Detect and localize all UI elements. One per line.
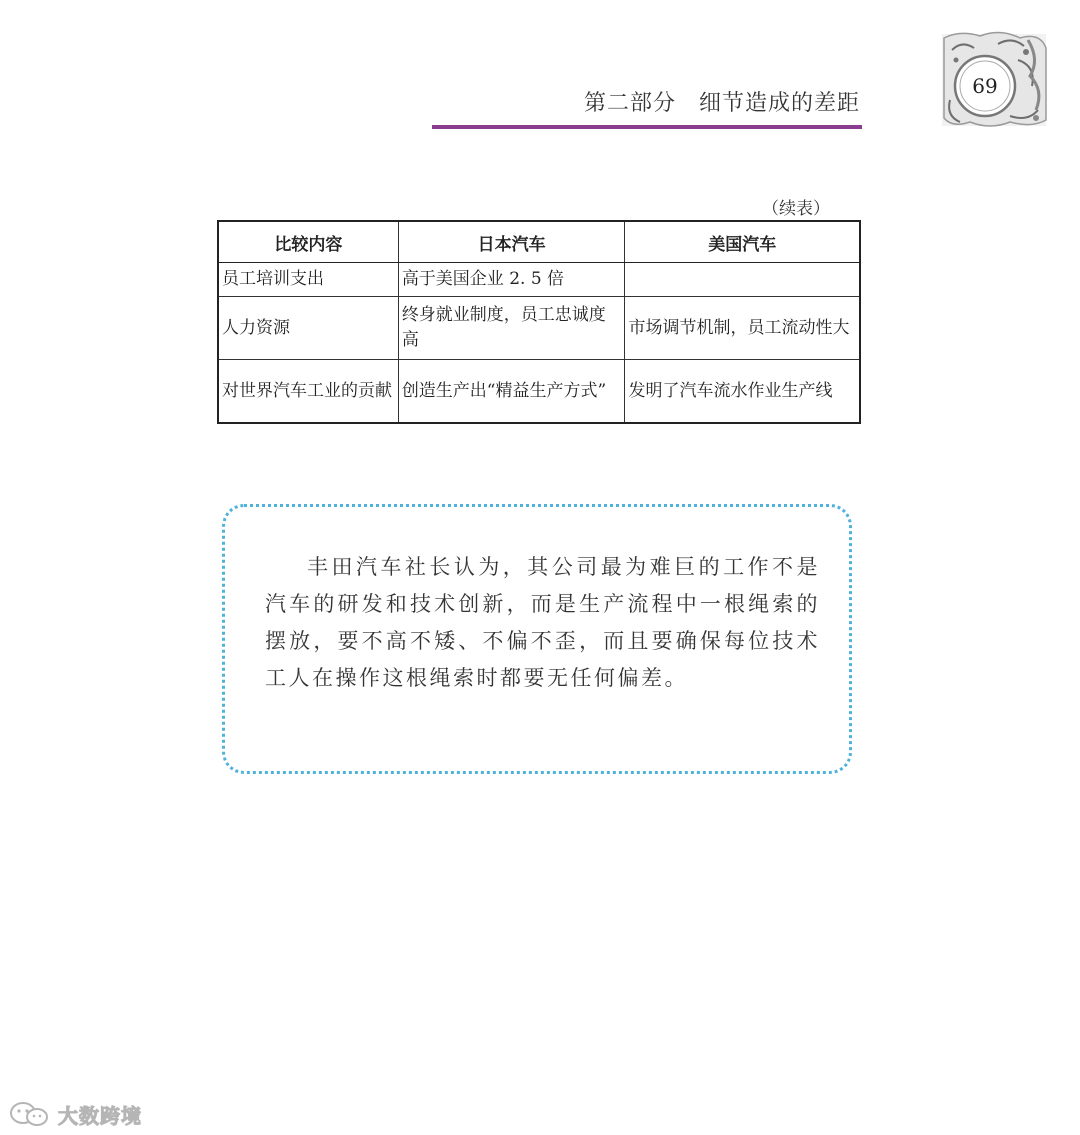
- table-cell: 人力资源: [218, 297, 398, 360]
- table-cell: 终身就业制度，员工忠诚度高: [398, 297, 625, 360]
- table-cell: 对世界汽车工业的贡献: [218, 360, 398, 424]
- note-text: 丰田汽车社长认为，其公司最为难巨的工作不是汽车的研发和技术创新，而是生产流程中一根绳索的摆放，要不高不矮、不偏不歪，而且要确保每位技术工人在操作这根绳索时都要无任何偏差。: [265, 555, 820, 690]
- column-header: 日本汽车: [398, 221, 625, 263]
- table-header-row: [218, 221, 860, 263]
- table-row: [218, 263, 860, 297]
- table-row: [218, 360, 860, 424]
- column-header: 美国汽车: [625, 221, 860, 263]
- note-box: [222, 504, 852, 774]
- table-cell: 市场调节机制，员工流动性大: [625, 297, 860, 360]
- table-caption: （续表）: [762, 199, 830, 219]
- comparison-table: [217, 220, 861, 424]
- header-rule: [432, 125, 862, 129]
- table-cell: [625, 263, 860, 297]
- table-cell: 员工培训支出: [218, 263, 398, 297]
- watermark-text: 大数跨境: [58, 1103, 142, 1128]
- table-cell: 发明了汽车流水作业生产线: [625, 360, 860, 424]
- wechat-logo-icon: [8, 1100, 52, 1128]
- table-cell: 创造生产出“精益生产方式”: [398, 360, 625, 424]
- section-title: 第二部分 细节造成的差距: [583, 91, 860, 116]
- page-number: 69: [972, 74, 998, 98]
- watermark: [8, 1098, 142, 1130]
- column-header: 比较内容: [218, 221, 398, 263]
- table-cell: 高于美国企业 2. 5 倍: [398, 263, 625, 297]
- table-row: [218, 297, 860, 360]
- page-number-badge: [940, 30, 1050, 130]
